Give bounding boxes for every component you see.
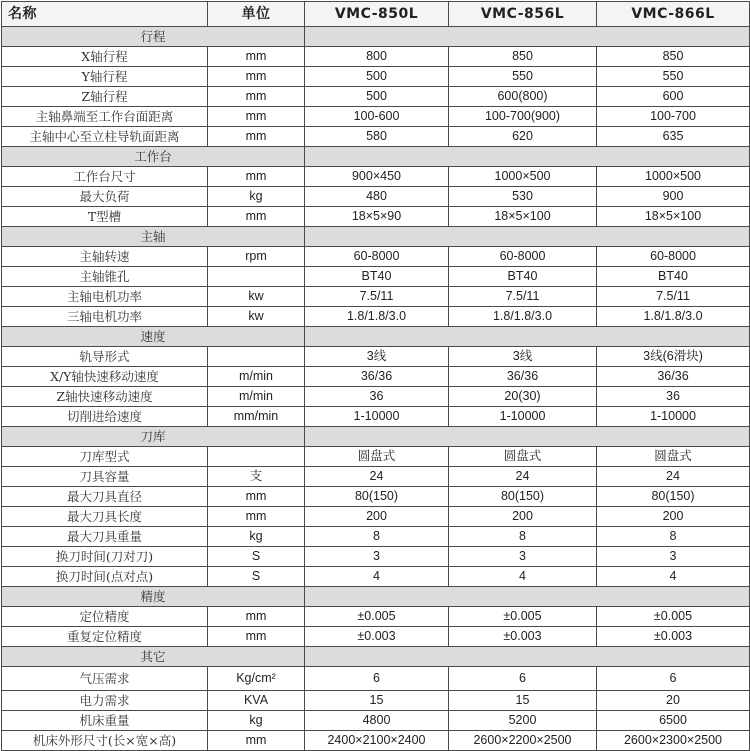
spec-value-model-3: 1-10000 (597, 407, 750, 427)
spec-value-model-2: 3 (449, 547, 597, 567)
spec-value-model-1: 3线 (305, 347, 449, 367)
spec-value-model-2: 1000×500 (449, 167, 597, 187)
spec-name: 定位精度 (2, 607, 208, 627)
spec-unit: mm (208, 47, 305, 67)
spec-value-model-3: 60-8000 (597, 247, 750, 267)
spec-value-model-3: 圆盘式 (597, 447, 750, 467)
spec-name: 重复定位精度 (2, 627, 208, 647)
spec-name: 刀库型式 (2, 447, 208, 467)
table-row (2, 711, 750, 731)
spec-value-model-2: 530 (449, 187, 597, 207)
section-header-row (2, 327, 750, 347)
spec-value-model-2: 60-8000 (449, 247, 597, 267)
spec-value-model-2: BT40 (449, 267, 597, 287)
section-fill (305, 587, 750, 607)
spec-value-model-1: ±0.003 (305, 627, 449, 647)
spec-value-model-1: 15 (305, 691, 449, 711)
spec-name: 最大刀具重量 (2, 527, 208, 547)
header-unit: 单位 (208, 2, 305, 27)
spec-value-model-1: 24 (305, 467, 449, 487)
spec-value-model-3: 7.5/11 (597, 287, 750, 307)
spec-unit: kw (208, 287, 305, 307)
spec-unit (208, 267, 305, 287)
spec-unit: KVA (208, 691, 305, 711)
spec-name: T型槽 (2, 207, 208, 227)
spec-value-model-2: 620 (449, 127, 597, 147)
header-name: 名称 (2, 2, 208, 27)
table-row (2, 507, 750, 527)
spec-unit: mm (208, 487, 305, 507)
spec-value-model-1: 1.8/1.8/3.0 (305, 307, 449, 327)
spec-unit: Kg/cm² (208, 667, 305, 691)
section-fill (305, 427, 750, 447)
spec-value-model-1: 480 (305, 187, 449, 207)
table-row (2, 447, 750, 467)
section-header-row (2, 27, 750, 47)
spec-unit (208, 347, 305, 367)
spec-value-model-2: ±0.005 (449, 607, 597, 627)
section-header-row (2, 227, 750, 247)
section-fill (305, 27, 750, 47)
spec-unit: kg (208, 187, 305, 207)
spec-unit: rpm (208, 247, 305, 267)
spec-value-model-2: 18×5×100 (449, 207, 597, 227)
spec-value-model-1: 800 (305, 47, 449, 67)
table-row (2, 347, 750, 367)
spec-value-model-3: 18×5×100 (597, 207, 750, 227)
table-row (2, 607, 750, 627)
spec-value-model-3: 635 (597, 127, 750, 147)
spec-value-model-1: 8 (305, 527, 449, 547)
spec-value-model-2: 5200 (449, 711, 597, 731)
section-title: 工作台 (2, 147, 305, 167)
spec-value-model-1: 580 (305, 127, 449, 147)
table-row (2, 267, 750, 287)
spec-unit: mm (208, 607, 305, 627)
spec-value-model-3: 1.8/1.8/3.0 (597, 307, 750, 327)
spec-unit: kw (208, 307, 305, 327)
spec-name: 电力需求 (2, 691, 208, 711)
section-title: 其它 (2, 647, 305, 667)
spec-unit: mm (208, 507, 305, 527)
table-row (2, 487, 750, 507)
section-header-row (2, 427, 750, 447)
spec-unit: mm (208, 127, 305, 147)
spec-name: 主轴鼻端至工作台面距离 (2, 107, 208, 127)
spec-name: 切削进给速度 (2, 407, 208, 427)
table-row (2, 691, 750, 711)
spec-name: 气压需求 (2, 667, 208, 691)
spec-body (2, 27, 750, 751)
spec-unit: mm (208, 87, 305, 107)
table-row (2, 67, 750, 87)
table-row (2, 207, 750, 227)
spec-value-model-1: ±0.005 (305, 607, 449, 627)
spec-value-model-1: 36 (305, 387, 449, 407)
spec-name: 最大负荷 (2, 187, 208, 207)
spec-value-model-2: 550 (449, 67, 597, 87)
section-fill (305, 147, 750, 167)
spec-value-model-3: 36 (597, 387, 750, 407)
section-title: 刀库 (2, 427, 305, 447)
spec-unit: mm/min (208, 407, 305, 427)
spec-value-model-2: 600(800) (449, 87, 597, 107)
table-row (2, 527, 750, 547)
table-row (2, 467, 750, 487)
table-row (2, 731, 750, 751)
spec-value-model-2: 200 (449, 507, 597, 527)
spec-value-model-3: 80(150) (597, 487, 750, 507)
section-title: 速度 (2, 327, 305, 347)
spec-name: 最大刀具长度 (2, 507, 208, 527)
spec-name: 换刀时间(刀对刀) (2, 547, 208, 567)
table-row (2, 407, 750, 427)
spec-value-model-2: 100-700(900) (449, 107, 597, 127)
spec-value-model-3: 3 (597, 547, 750, 567)
spec-name: X轴行程 (2, 47, 208, 67)
spec-value-model-3: 100-700 (597, 107, 750, 127)
section-header-row (2, 587, 750, 607)
spec-value-model-1: 圆盘式 (305, 447, 449, 467)
spec-value-model-2: 1-10000 (449, 407, 597, 427)
spec-value-model-2: 2600×2200×2500 (449, 731, 597, 751)
spec-value-model-1: 1-10000 (305, 407, 449, 427)
header-model-1: VMC-850L (305, 2, 449, 27)
spec-value-model-2: 20(30) (449, 387, 597, 407)
spec-value-model-1: BT40 (305, 267, 449, 287)
spec-unit: S (208, 567, 305, 587)
spec-value-model-1: 500 (305, 87, 449, 107)
spec-value-model-3: 900 (597, 187, 750, 207)
table-row (2, 627, 750, 647)
spec-value-model-3: 6500 (597, 711, 750, 731)
header-model-2: VMC-856L (449, 2, 597, 27)
spec-name: 换刀时间(点对点) (2, 567, 208, 587)
section-fill (305, 327, 750, 347)
spec-value-model-3: 3线(6滑块) (597, 347, 750, 367)
spec-value-model-3: ±0.003 (597, 627, 750, 647)
spec-name: Y轴行程 (2, 67, 208, 87)
spec-name: 三轴电机功率 (2, 307, 208, 327)
table-row (2, 547, 750, 567)
spec-value-model-1: 900×450 (305, 167, 449, 187)
spec-value-model-3: 20 (597, 691, 750, 711)
spec-unit: S (208, 547, 305, 567)
spec-value-model-2: 850 (449, 47, 597, 67)
spec-value-model-1: 7.5/11 (305, 287, 449, 307)
spec-name: 工作台尺寸 (2, 167, 208, 187)
spec-name: 主轴中心至立柱导轨面距离 (2, 127, 208, 147)
spec-unit: mm (208, 627, 305, 647)
spec-unit: m/min (208, 367, 305, 387)
section-fill (305, 647, 750, 667)
spec-value-model-2: 80(150) (449, 487, 597, 507)
spec-value-model-2: 15 (449, 691, 597, 711)
section-header-row (2, 647, 750, 667)
spec-value-model-3: 24 (597, 467, 750, 487)
spec-unit: mm (208, 107, 305, 127)
table-row (2, 367, 750, 387)
spec-value-model-1: 4 (305, 567, 449, 587)
spec-value-model-3: 600 (597, 87, 750, 107)
table-row (2, 387, 750, 407)
spec-value-model-1: 3 (305, 547, 449, 567)
spec-value-model-1: 36/36 (305, 367, 449, 387)
table-row (2, 107, 750, 127)
header-model-3: VMC-866L (597, 2, 750, 27)
spec-name: 主轴锥孔 (2, 267, 208, 287)
spec-value-model-1: 60-8000 (305, 247, 449, 267)
spec-value-model-2: 1.8/1.8/3.0 (449, 307, 597, 327)
spec-name: X/Y轴快速移动速度 (2, 367, 208, 387)
table-row (2, 287, 750, 307)
spec-name: 最大刀具直径 (2, 487, 208, 507)
spec-value-model-2: ±0.003 (449, 627, 597, 647)
spec-unit: mm (208, 207, 305, 227)
spec-name: Z轴快速移动速度 (2, 387, 208, 407)
spec-value-model-2: 4 (449, 567, 597, 587)
spec-value-model-1: 2400×2100×2400 (305, 731, 449, 751)
spec-value-model-1: 200 (305, 507, 449, 527)
spec-value-model-3: 4 (597, 567, 750, 587)
table-row (2, 127, 750, 147)
spec-value-model-1: 500 (305, 67, 449, 87)
spec-value-model-2: 7.5/11 (449, 287, 597, 307)
spec-value-model-1: 100-600 (305, 107, 449, 127)
spec-value-model-3: 6 (597, 667, 750, 691)
spec-name: 主轴转速 (2, 247, 208, 267)
section-fill (305, 227, 750, 247)
table-row (2, 567, 750, 587)
spec-value-model-3: 850 (597, 47, 750, 67)
spec-unit: mm (208, 167, 305, 187)
spec-value-model-3: ±0.005 (597, 607, 750, 627)
spec-unit: mm (208, 731, 305, 751)
spec-value-model-1: 18×5×90 (305, 207, 449, 227)
table-row (2, 167, 750, 187)
spec-value-model-1: 4800 (305, 711, 449, 731)
spec-value-model-2: 8 (449, 527, 597, 547)
spec-value-model-3: 200 (597, 507, 750, 527)
spec-unit: kg (208, 527, 305, 547)
spec-unit: kg (208, 711, 305, 731)
spec-unit: m/min (208, 387, 305, 407)
spec-value-model-3: 550 (597, 67, 750, 87)
spec-value-model-2: 3线 (449, 347, 597, 367)
table-row (2, 47, 750, 67)
section-title: 行程 (2, 27, 305, 47)
spec-unit: 支 (208, 467, 305, 487)
section-title: 主轴 (2, 227, 305, 247)
spec-unit (208, 447, 305, 467)
spec-table (1, 1, 750, 751)
spec-name: 轨导形式 (2, 347, 208, 367)
spec-value-model-2: 24 (449, 467, 597, 487)
spec-value-model-3: 8 (597, 527, 750, 547)
spec-value-model-3: BT40 (597, 267, 750, 287)
table-row (2, 87, 750, 107)
spec-name: 机床重量 (2, 711, 208, 731)
spec-value-model-2: 圆盘式 (449, 447, 597, 467)
spec-name: 主轴电机功率 (2, 287, 208, 307)
spec-value-model-1: 6 (305, 667, 449, 691)
spec-value-model-3: 2600×2300×2500 (597, 731, 750, 751)
section-header-row (2, 147, 750, 167)
spec-value-model-3: 36/36 (597, 367, 750, 387)
header-row (2, 2, 750, 27)
table-row (2, 247, 750, 267)
spec-name: 机床外形尺寸(长×宽×高) (2, 731, 208, 751)
table-row (2, 307, 750, 327)
table-row (2, 187, 750, 207)
spec-value-model-1: 80(150) (305, 487, 449, 507)
spec-value-model-3: 1000×500 (597, 167, 750, 187)
spec-value-model-2: 36/36 (449, 367, 597, 387)
spec-name: Z轴行程 (2, 87, 208, 107)
spec-name: 刀具容量 (2, 467, 208, 487)
table-row (2, 667, 750, 691)
spec-value-model-2: 6 (449, 667, 597, 691)
section-title: 精度 (2, 587, 305, 607)
spec-unit: mm (208, 67, 305, 87)
